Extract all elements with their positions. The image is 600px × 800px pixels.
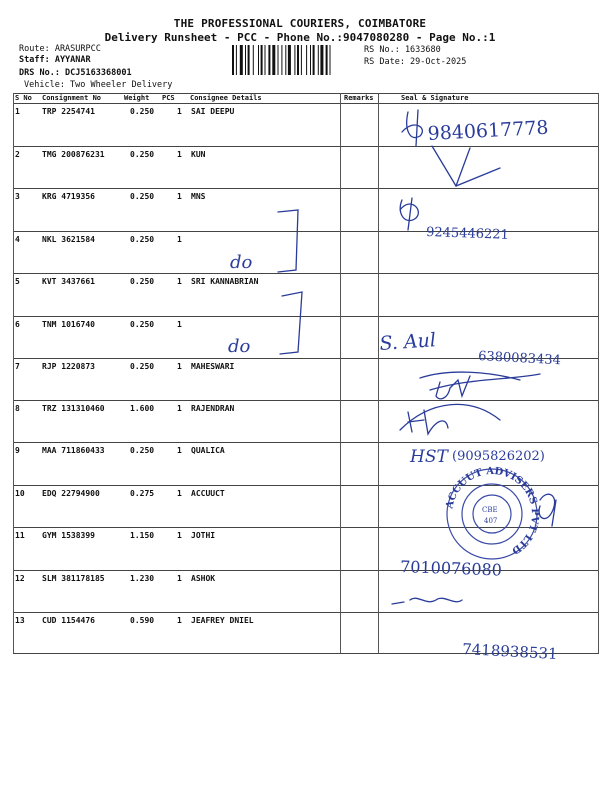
barcode-bar xyxy=(285,45,286,75)
row-sno: 7 xyxy=(15,362,20,371)
row-consignment: KRG 4719356 xyxy=(42,192,95,201)
row-weight: 0.250 xyxy=(130,320,155,329)
barcode-bar xyxy=(310,45,311,75)
row-pcs: 1 xyxy=(177,235,182,244)
row-pcs: 1 xyxy=(177,150,182,159)
table-row xyxy=(13,147,599,189)
barcode-bar xyxy=(248,45,250,75)
vehicle-label: Vehicle: Two Wheeler Delivery xyxy=(24,80,173,90)
handwritten-phone: 9245446221 xyxy=(425,225,510,243)
row-sno: 4 xyxy=(15,235,20,244)
barcode-bar xyxy=(306,45,307,75)
header-weight: Weight xyxy=(124,94,150,102)
table-row xyxy=(13,528,599,570)
table-row xyxy=(13,317,599,359)
row-consignee: ASHOK xyxy=(191,574,216,583)
table-row xyxy=(13,613,599,655)
stamp-ring-text: ACCUUT ADVISERS PVT LTD xyxy=(444,465,541,556)
row-sno: 9 xyxy=(15,446,20,455)
row-sno: 10 xyxy=(15,489,25,498)
barcode-bar xyxy=(278,45,279,75)
barcode-bar xyxy=(313,45,315,75)
row-consignment: MAA 711860433 xyxy=(42,446,105,455)
table-row xyxy=(13,359,599,401)
header-seal: Seal & Signature xyxy=(401,94,469,102)
row-weight: 0.250 xyxy=(130,192,155,201)
table-row xyxy=(13,232,599,274)
row-sno: 2 xyxy=(15,150,20,159)
barcode-bar xyxy=(236,45,237,75)
handwritten-ditto: do xyxy=(230,252,253,273)
row-weight: 0.250 xyxy=(130,446,155,455)
drs-number: DRS No.: DCJ5163368001 xyxy=(19,68,132,78)
row-consignment: TRZ 131310460 xyxy=(42,404,105,413)
barcode-bar xyxy=(288,45,291,75)
row-weight: 0.590 xyxy=(130,616,155,625)
row-consignment: GYM 1538399 xyxy=(42,531,95,540)
handwritten-phone: (9095826202) xyxy=(452,449,545,464)
row-consignment: CUD 1154476 xyxy=(42,616,95,625)
header-consignee: Consignee Details xyxy=(190,94,262,102)
barcode-image xyxy=(232,45,358,75)
row-consignee: SAI DEEPU xyxy=(191,107,235,116)
row-pcs: 1 xyxy=(177,531,182,540)
barcode-bar xyxy=(330,45,331,75)
rule-top xyxy=(13,93,599,94)
staff-label: Staff: AYYANAR xyxy=(19,55,91,65)
barcode-bar xyxy=(297,45,299,75)
header-consignment: Consignment No xyxy=(42,94,102,102)
barcode-bar xyxy=(232,45,234,75)
stamp-center-bottom: 407 xyxy=(484,517,498,525)
row-consignee: MNS xyxy=(191,192,206,201)
row-pcs: 1 xyxy=(177,320,182,329)
row-weight: 1.600 xyxy=(130,404,155,413)
row-consignment: TRP 2254741 xyxy=(42,107,95,116)
barcode-bar xyxy=(318,45,319,75)
barcode-bar xyxy=(320,45,323,75)
barcode-bar xyxy=(253,45,254,75)
row-consignee: SRI KANNABRIAN xyxy=(191,277,259,286)
row-sno: 5 xyxy=(15,277,20,286)
row-pcs: 1 xyxy=(177,277,182,286)
header-sno: S No xyxy=(15,94,32,102)
row-sno: 6 xyxy=(15,320,20,329)
rs-number: RS No.: 1633680 xyxy=(364,45,441,55)
table-row xyxy=(13,401,599,443)
row-weight: 0.250 xyxy=(130,150,155,159)
table-header xyxy=(13,93,599,103)
table-row xyxy=(13,443,599,485)
row-pcs: 1 xyxy=(177,362,182,371)
row-sno: 1 xyxy=(15,107,20,116)
row-weight: 0.275 xyxy=(130,489,155,498)
barcode-bar xyxy=(281,45,282,75)
row-consignee: ACCUUCT xyxy=(191,489,225,498)
row-weight: 0.250 xyxy=(130,277,155,286)
row-consignment: NKL 3621584 xyxy=(42,235,95,244)
handwritten-phone: 9840617778 xyxy=(427,116,549,145)
row-consignee: QUALICA xyxy=(191,446,225,455)
row-consignee: JEAFREY DNIEL xyxy=(191,616,254,625)
barcode-bar xyxy=(326,45,328,75)
handwritten-signature: S. Aul xyxy=(378,329,437,355)
handwritten-phone: 7418938531 xyxy=(461,640,559,663)
row-pcs: 1 xyxy=(177,404,182,413)
row-sno: 11 xyxy=(15,531,25,540)
runsheet-subtitle: Delivery Runsheet - PCC - Phone No.:9047080280 - Page No.:1 xyxy=(104,31,496,44)
row-pcs: 1 xyxy=(177,192,182,201)
barcode-bar xyxy=(265,45,266,75)
route-label: Route: ARASURPCC xyxy=(19,44,101,54)
row-consignment: TNM 1016740 xyxy=(42,320,95,329)
row-weight: 1.230 xyxy=(130,574,155,583)
row-pcs: 1 xyxy=(177,446,182,455)
row-weight: 0.250 xyxy=(130,107,155,116)
row-weight: 0.250 xyxy=(130,362,155,371)
table-row xyxy=(13,189,599,231)
row-weight: 1.150 xyxy=(130,531,155,540)
barcode-bar xyxy=(272,45,275,75)
row-pcs: 1 xyxy=(177,489,182,498)
barcode-bar xyxy=(268,45,270,75)
row-sno: 8 xyxy=(15,404,20,413)
row-consignment: KVT 3437661 xyxy=(42,277,95,286)
row-pcs: 1 xyxy=(177,574,182,583)
row-consignment: EDQ 22794900 xyxy=(42,489,100,498)
row-consignee: RAJENDRAN xyxy=(191,404,235,413)
row-sno: 3 xyxy=(15,192,20,201)
row-consignment: RJP 1220873 xyxy=(42,362,95,371)
barcode-bar xyxy=(294,45,295,75)
row-sno: 12 xyxy=(15,574,25,583)
row-sno: 13 xyxy=(15,616,25,625)
table-row xyxy=(13,274,599,316)
barcode-bar xyxy=(301,45,302,75)
barcode-bar xyxy=(240,45,243,75)
handwritten-phone: 6380083434 xyxy=(477,349,562,369)
handwritten-phone: 7010076080 xyxy=(399,557,503,580)
barcode-bar xyxy=(261,45,263,75)
row-consignment: TMG 200876231 xyxy=(42,150,105,159)
table-row xyxy=(13,571,599,613)
rs-date: RS Date: 29-Oct-2025 xyxy=(364,57,467,67)
row-consignment: SLM 381178185 xyxy=(42,574,105,583)
table-row xyxy=(13,486,599,528)
handwritten-ditto: do xyxy=(228,336,251,357)
stamp-center-top: CBE xyxy=(482,506,498,514)
table-row xyxy=(13,104,599,146)
row-pcs: 1 xyxy=(177,107,182,116)
row-consignee: MAHESWARI xyxy=(191,362,235,371)
row-pcs: 1 xyxy=(177,616,182,625)
barcode-bar xyxy=(245,45,246,75)
row-weight: 0.250 xyxy=(130,235,155,244)
row-consignee: JOTHI xyxy=(191,531,216,540)
header-remarks: Remarks xyxy=(344,94,374,102)
row-consignee: KUN xyxy=(191,150,206,159)
barcode-bar xyxy=(258,45,259,75)
handwritten-signature: HST xyxy=(410,447,448,467)
header-pcs: PCS xyxy=(162,94,175,102)
company-title: THE PROFESSIONAL COURIERS, COIMBATORE xyxy=(173,17,427,30)
